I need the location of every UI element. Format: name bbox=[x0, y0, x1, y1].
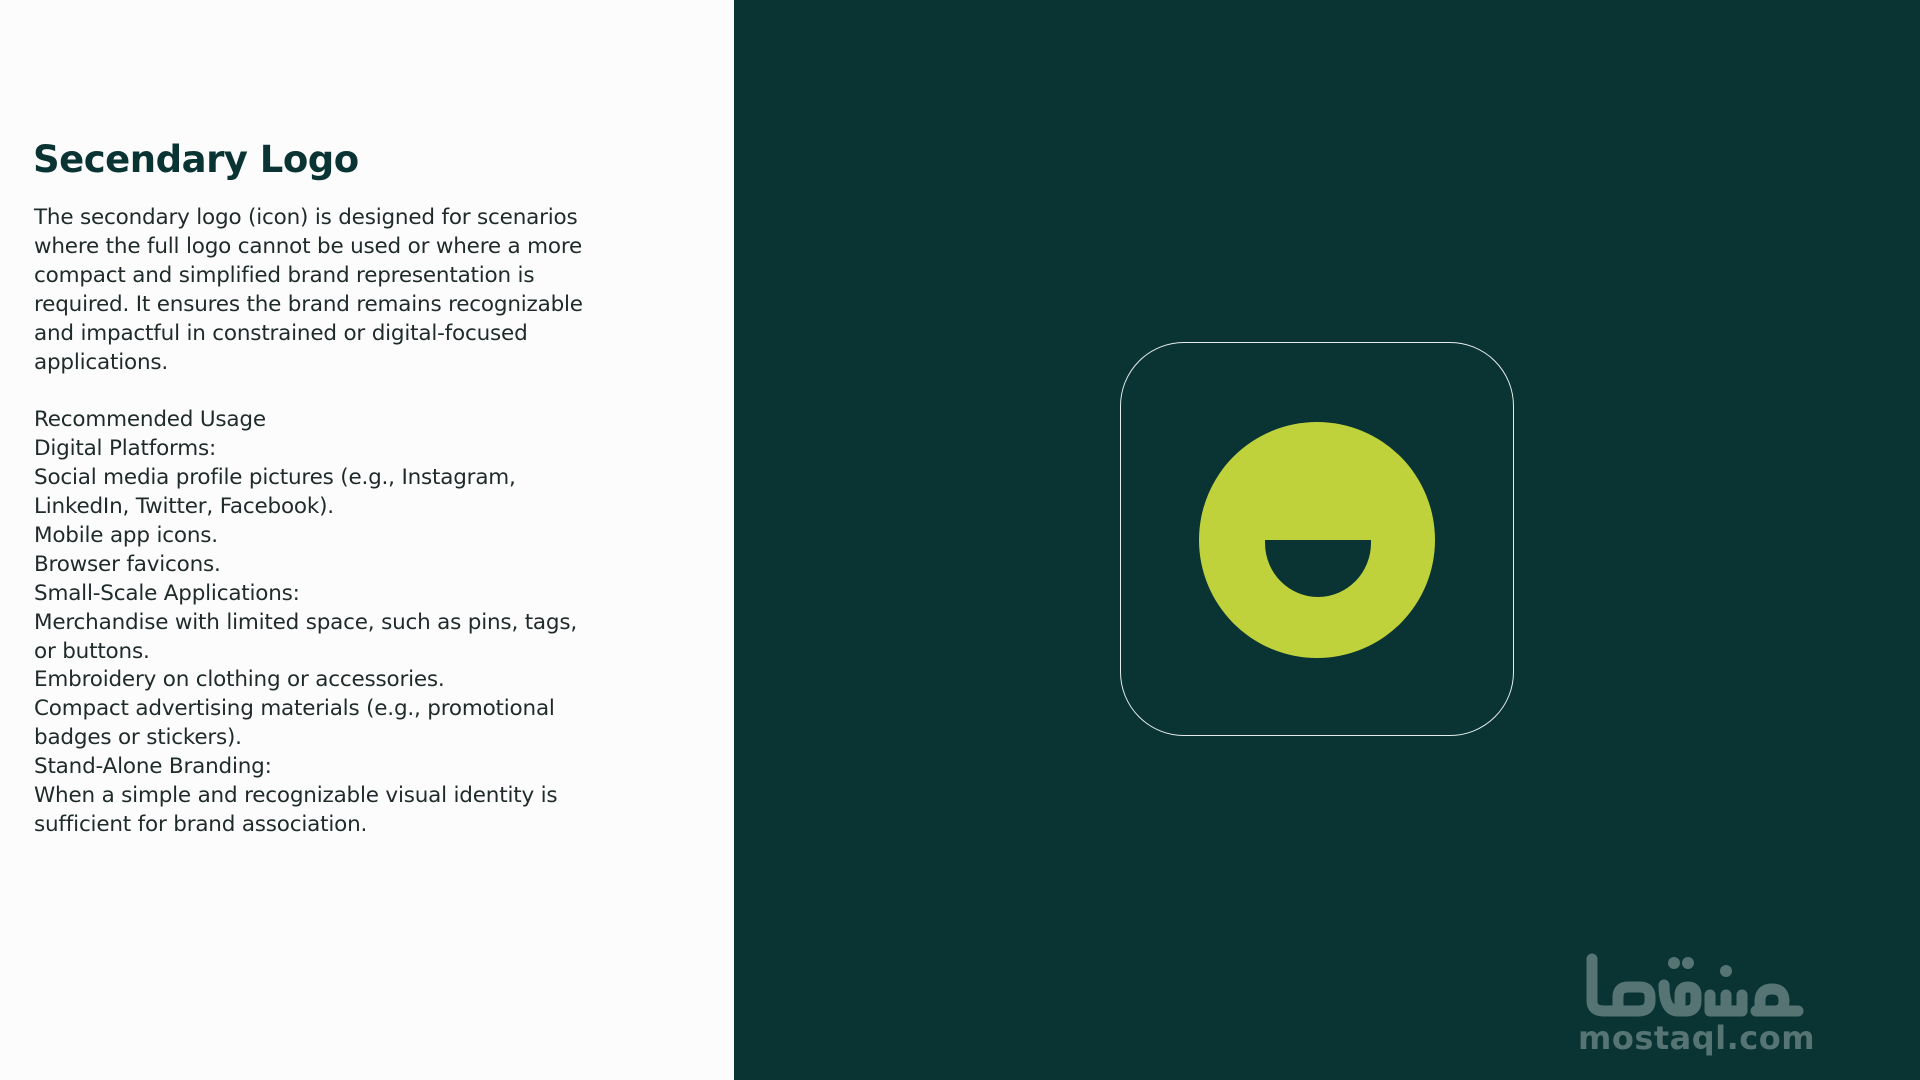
usage-line: Merchandise with limited space, such as pins, tags, bbox=[34, 609, 577, 635]
usage-line: badges or stickers). bbox=[34, 725, 242, 751]
description bbox=[34, 204, 674, 840]
intro-line: The secondary logo (icon) is designed for scenarios bbox=[34, 205, 578, 230]
mostaql-logo-icon bbox=[1578, 945, 1810, 1025]
smile-logo-icon bbox=[1121, 343, 1512, 734]
usage-line: Digital Platforms: bbox=[34, 436, 217, 462]
page-title: Secendary Logo bbox=[33, 138, 359, 181]
intro-paragraph bbox=[34, 204, 674, 377]
usage-line: Compact advertising materials (e.g., promotional bbox=[34, 696, 555, 722]
usage-line: When a simple and recognizable visual identity is bbox=[34, 783, 558, 809]
usage-line: sufficient for brand association. bbox=[34, 812, 368, 838]
icon-frame bbox=[1120, 342, 1514, 736]
logo-panel bbox=[734, 0, 1920, 1080]
intro-line: required. It ensures the brand remains recognizable bbox=[34, 291, 583, 317]
intro-line: applications. bbox=[34, 349, 169, 375]
watermark-site: mostaql.com bbox=[1578, 1019, 1816, 1057]
usage-heading: Recommended Usage bbox=[34, 407, 266, 433]
intro-line: compact and simplified brand representation is bbox=[34, 262, 535, 288]
usage-line: Mobile app icons. bbox=[34, 522, 218, 548]
usage-line: Browser favicons. bbox=[34, 551, 221, 577]
usage-line: Small-Scale Applications: bbox=[34, 580, 300, 606]
usage-line: or buttons. bbox=[34, 638, 150, 664]
usage-line: Embroidery on clothing or accessories. bbox=[34, 667, 445, 693]
usage-line: Social media profile pictures (e.g., Instagram, bbox=[34, 465, 516, 491]
usage-list bbox=[34, 406, 674, 840]
text-panel bbox=[0, 0, 734, 1080]
intro-line: where the full logo cannot be used or where a more bbox=[34, 233, 583, 259]
usage-line: Stand-Alone Branding: bbox=[34, 754, 272, 780]
intro-line: and impactful in constrained or digital-focused bbox=[34, 320, 528, 346]
paragraph-gap bbox=[34, 377, 674, 406]
usage-line: LinkedIn, Twitter, Facebook). bbox=[34, 494, 334, 520]
mostaql-watermark bbox=[1578, 945, 1816, 1057]
